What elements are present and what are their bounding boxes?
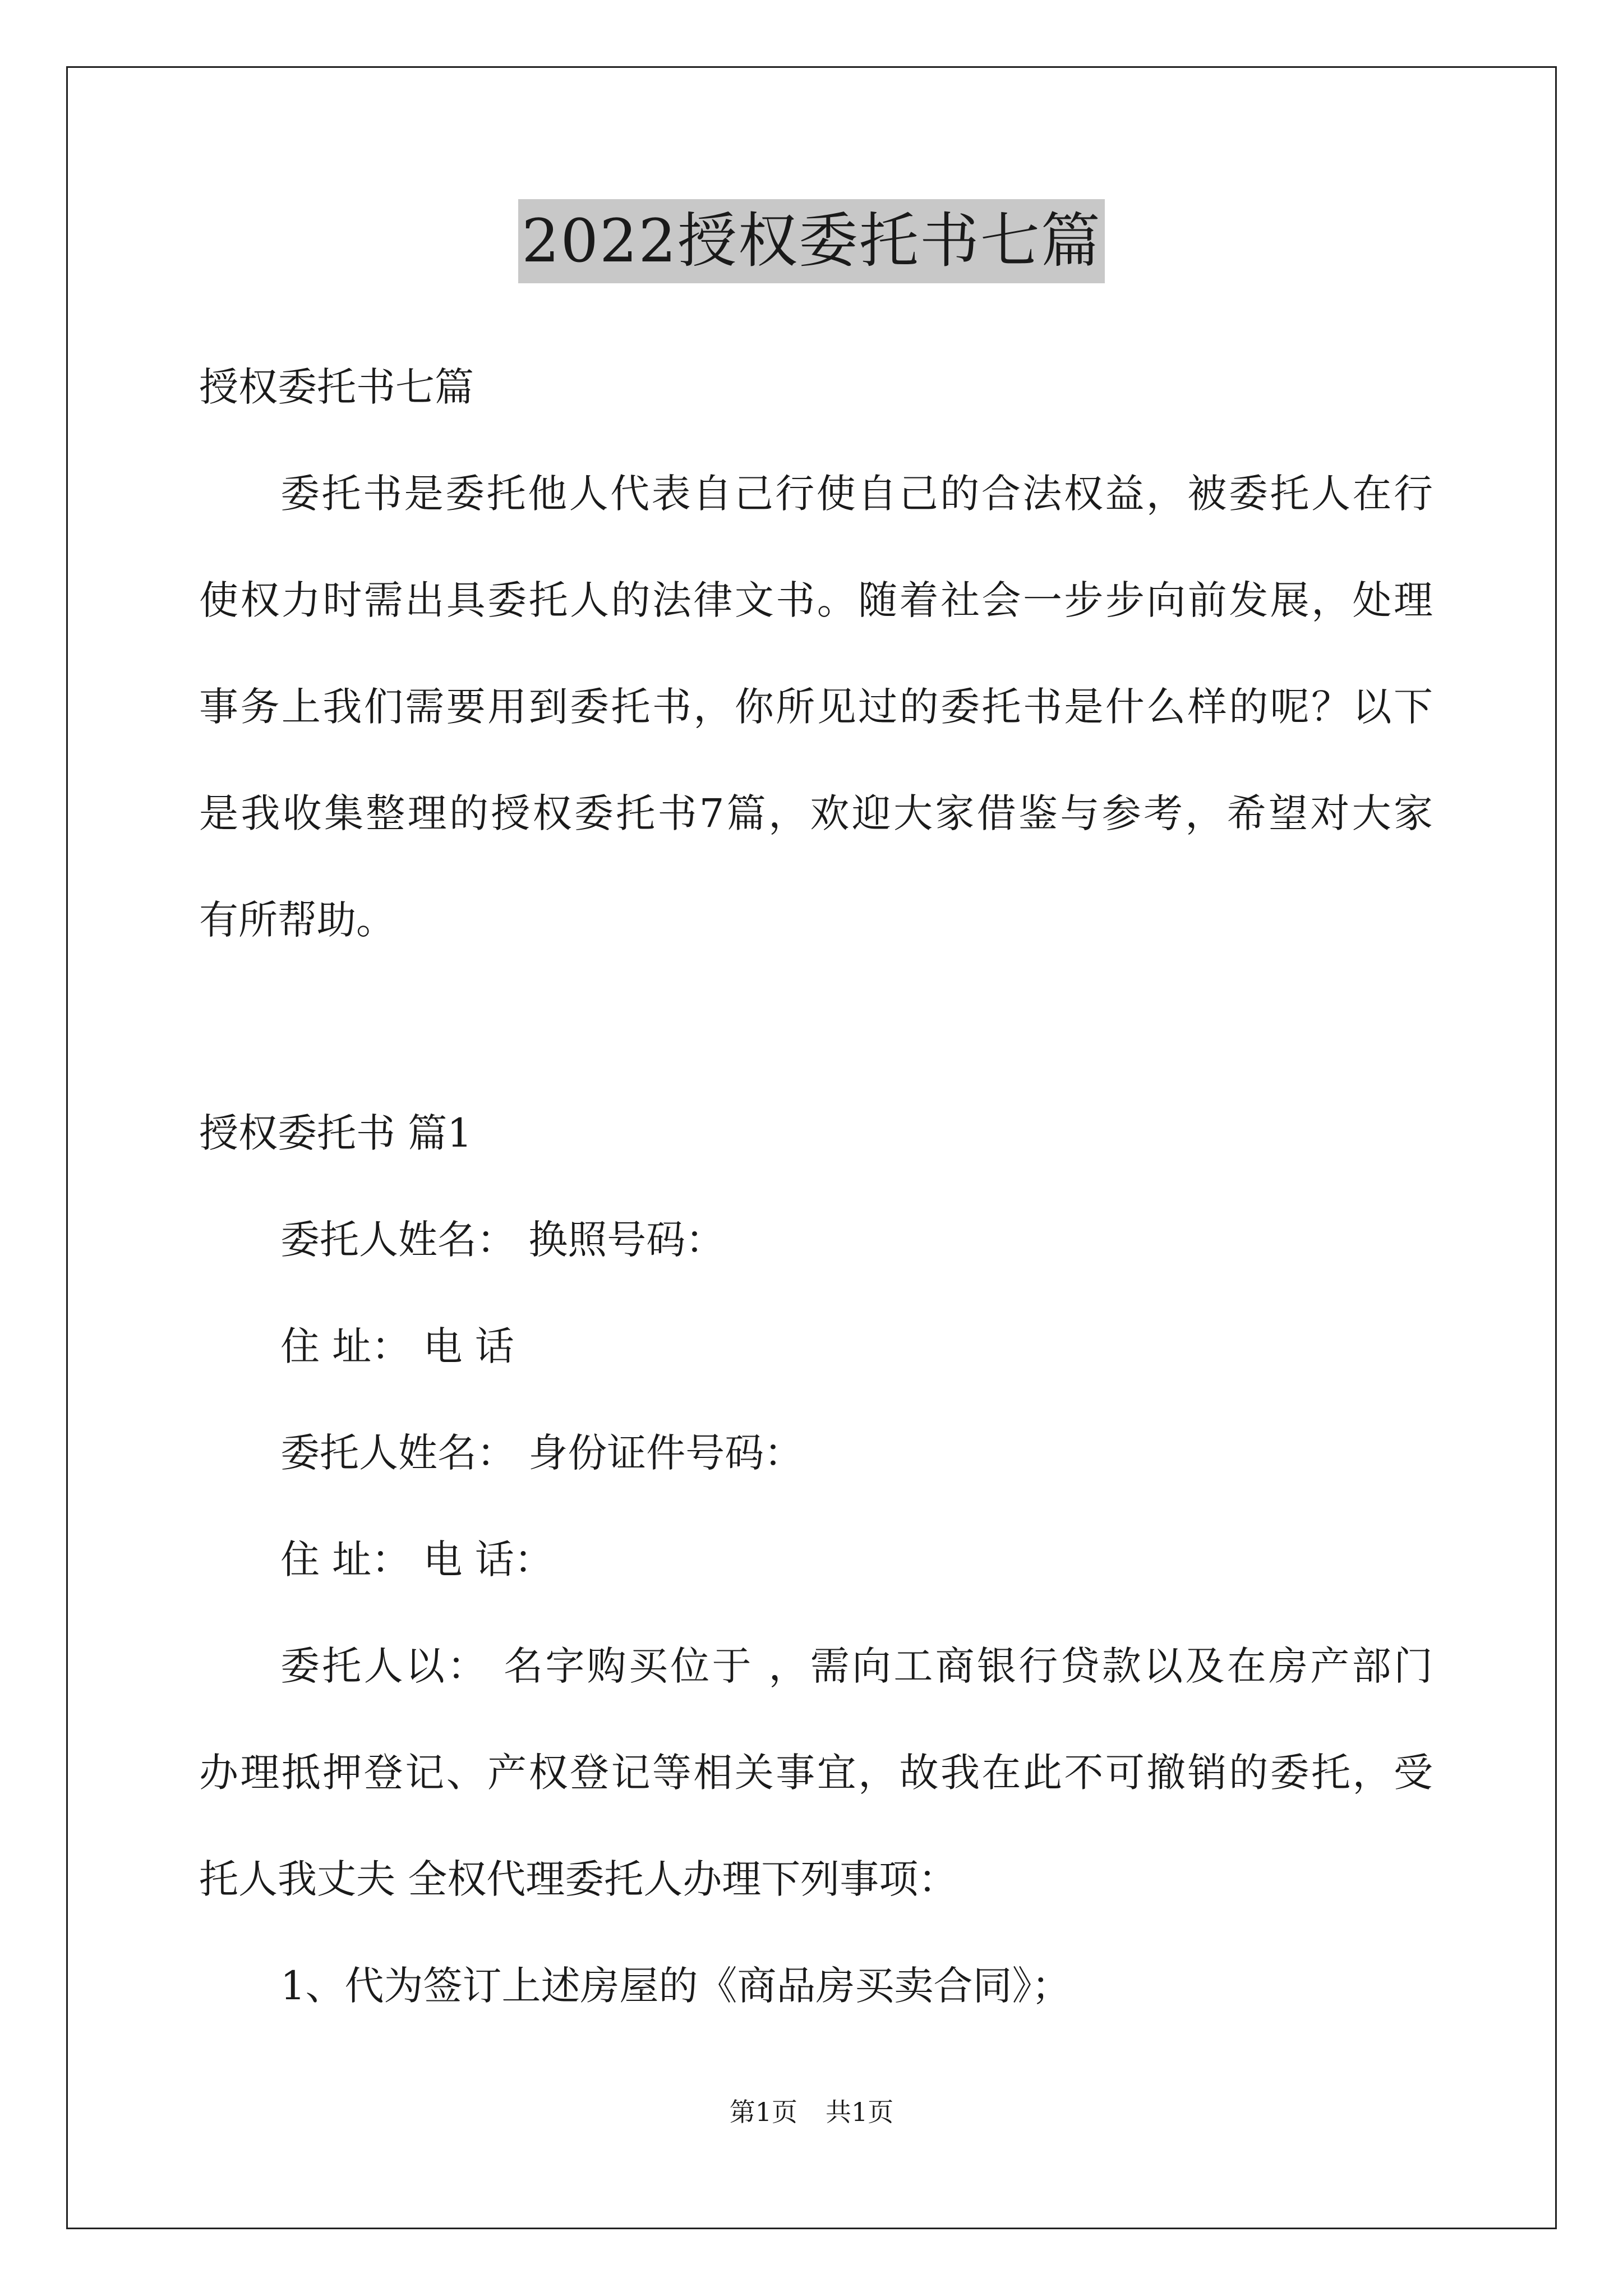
document-title: 2022授权委托书七篇: [518, 199, 1105, 283]
paragraph-line: 托人我丈夫 全权代理委托人办理下列事项：: [199, 1856, 958, 1902]
form-line: 委托人姓名： 身份证件号码：: [280, 1430, 804, 1476]
list-item: 1、代为签订上述房屋的《商品房买卖合同》；: [280, 1963, 1071, 2009]
paragraph-line: 使权力时需出具委托人的法律文书。随着社会一步步向前发展，处理: [199, 577, 1433, 623]
page-total: 共1页: [826, 2097, 894, 2127]
section-heading: 授权委托书 篇1: [199, 1110, 472, 1156]
paragraph-line: 办理抵押登记、产权登记等相关事宜，故我在此不可撤销的委托，受: [199, 1750, 1433, 1796]
paragraph-line: 委托人以： 名字购买位于 ，需向工商银行贷款以及在房产部门: [280, 1643, 1433, 1689]
paragraph-line: 是我收集整理的授权委托书7篇，欢迎大家借鉴与参考，希望对大家: [199, 790, 1433, 836]
form-line: 委托人姓名： 换照号码：: [280, 1217, 725, 1263]
page-footer: [0, 2095, 1623, 2129]
paragraph-line: 事务上我们需要用到委托书，你所见过的委托书是什么样的呢？以下: [199, 684, 1433, 730]
form-line: 住 址： 电 话: [280, 1323, 514, 1369]
form-line: 住 址： 电 话：: [280, 1536, 554, 1582]
paragraph-line: 有所帮助。: [199, 897, 395, 943]
paragraph-line: 委托书是委托他人代表自己行使自己的合法权益，被委托人在行: [280, 471, 1433, 517]
section-heading: 授权委托书七篇: [199, 364, 474, 410]
title-container: [0, 199, 1623, 283]
page-number: 第1页: [729, 2097, 797, 2127]
